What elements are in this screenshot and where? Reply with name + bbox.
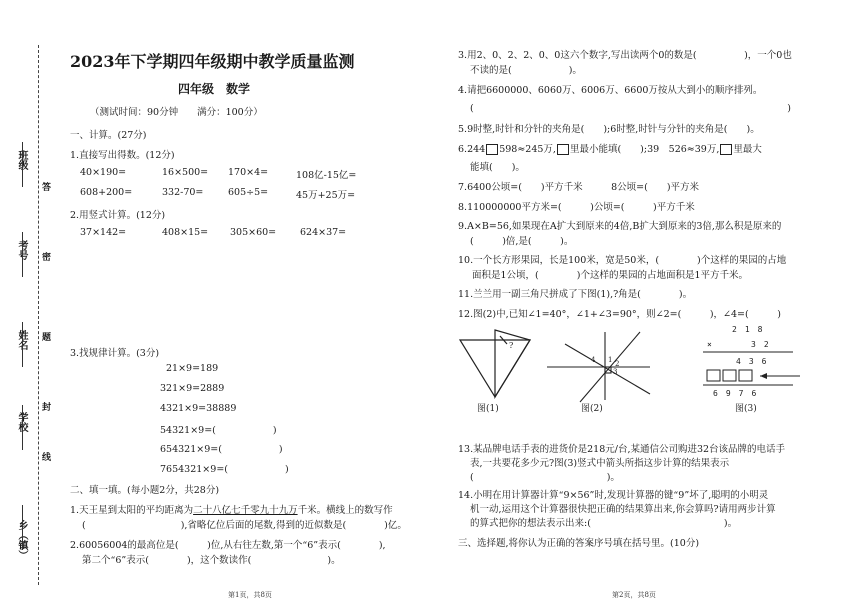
section-2-heading: 二、填一填。(每小题2分，共28分) <box>70 485 220 496</box>
fill-q14-line1: 14.小明在用计算器计算“9×56”时,发现计算器的键“9”坏了,聪明的小明灵 <box>458 490 769 501</box>
fill-q4-line1: 4.请把6600000、6060万、6006万、6600万按从大到小的顺序排列。 <box>458 85 763 96</box>
fill-q5: 5.9时整,时针和分针的夹角是( );6时整,时针与分针的夹角是( )。 <box>458 124 760 135</box>
figure-2-intersecting-lines <box>547 332 650 402</box>
fill-q7: 7.6400公顷=( )平方千米 8公顷=( )平方米 <box>458 182 700 193</box>
fill-q2-line2: 第二个“6”表示( )，这个数读作( )。 <box>82 555 341 566</box>
fill-q13-line3: ( )。 <box>470 472 620 483</box>
figure-2-angle-2: 2 <box>615 360 620 368</box>
fill-q6-line2: 能填( )。 <box>470 162 525 173</box>
school-label: 学校 <box>16 412 27 432</box>
exam-number-label: 考号 <box>16 240 27 260</box>
svg-text:4 3 6: 4 3 6 <box>736 357 767 366</box>
fill-q13-line2: 表,一共要花多少元?图(3)竖式中箭头所指这步计算的结果表示 <box>470 458 730 469</box>
fill-q11: 11.兰兰用一副三角尺拼成了下图(1),?角是( )。 <box>458 289 693 300</box>
fill-q2-line1: 2.60056004的最高位是( )位,从右往左数,第一个“6”表示( ), <box>70 540 386 551</box>
q3-line: 321×9=2889 <box>160 383 225 394</box>
blank-square-icon <box>720 144 732 155</box>
figure-2-angle-1: 1 <box>608 356 613 364</box>
q1-title: 1.直接写出得数。(12分) <box>70 150 175 161</box>
exam-number-write-line[interactable] <box>22 232 23 277</box>
fill-q13-line1: 13.某品牌电话手表的进货价是218元/台,某通信公司购进32台该品牌的电话手 <box>458 444 786 455</box>
fill-q3-line1: 3.用2、0、2、2、0、0这六个数字,写出读两个0的数是( )，一个0也 <box>458 50 792 61</box>
blank-square-icon <box>557 144 569 155</box>
seal-char-2: 密 <box>42 253 52 263</box>
q1-item: 332-70= <box>162 187 204 198</box>
figure-2-label: 图(2) <box>581 404 603 414</box>
figure-1-angle-mark: ? <box>509 341 514 350</box>
q1-item: 170×4= <box>228 167 269 178</box>
fill-q10-line2: 面积是1公顷，( )个这样的果园的占地面积是1平方千米。 <box>472 270 749 281</box>
q2-item: 305×60= <box>230 227 277 238</box>
q2-item: 37×142= <box>80 227 127 238</box>
q2-title: 2.用竖式计算。(12分) <box>70 210 166 221</box>
fill-q12: 12.图(2)中,已知∠1=40°，∠1+∠3=90°，则∠2=( )，∠4=( ) <box>458 309 781 320</box>
q1-item: 605÷5= <box>228 187 269 198</box>
q3-line: 21×9=189 <box>166 363 219 374</box>
fill-q14-line3: 的算式把你的想法表示出来:( )。 <box>470 518 738 529</box>
figures-panel <box>455 322 805 414</box>
fill-q8: 8.110000000平方米=( )公顷=( )平方千米 <box>458 202 695 213</box>
q3-line: 54321×9=( ) <box>160 425 277 436</box>
name-label: 姓名 <box>16 330 27 350</box>
q3-line: 7654321×9=( ) <box>160 464 289 475</box>
figure-2-angle-4: 4 <box>591 356 596 364</box>
fill-q6-line1: 6.244 598≈245万, 里最小能填( );39 526≈39万, 里最大 <box>458 144 762 155</box>
figure-3-vertical-multiplication <box>703 325 800 398</box>
q1-item: 108亿-15亿= <box>296 170 357 181</box>
q1-item: 45万+25万= <box>296 190 356 201</box>
figure-1-set-squares <box>460 330 530 397</box>
q2-item: 624×37= <box>300 227 347 238</box>
fill-q1-line1: 1.天王星到太阳的平均距离为二十八亿七千零九十九万千米。横线上的数写作 <box>70 505 393 516</box>
school-write-line[interactable] <box>22 405 23 450</box>
fill-q3-line2: 不读的是( )。 <box>470 65 582 76</box>
figure-2-angle-3: 3 <box>613 368 618 376</box>
binding-dashed-line <box>38 45 39 585</box>
q3-line: 4321×9=38889 <box>160 403 237 414</box>
svg-text:3 2: 3 2 <box>751 340 769 349</box>
q1-item: 608+200= <box>80 187 133 198</box>
page-footer-left: 第1页，共8页 <box>228 591 272 599</box>
section-1-heading: 一、计算。(27分) <box>70 130 147 141</box>
q2-item: 408×15= <box>162 227 209 238</box>
blank-square-icon <box>486 144 498 155</box>
page-footer-right: 第2页，共8页 <box>612 591 656 599</box>
township-label: 乡（镇） <box>16 520 27 560</box>
fill-q9-line2: ( )倍,是( )。 <box>470 236 574 247</box>
township-write-line[interactable] <box>22 505 23 550</box>
fill-q10-line1: 10.一个长方形果园，长是100米，宽是50米，( )个这样的果园的占地 <box>458 255 787 266</box>
seal-char-4: 封 <box>42 403 52 413</box>
svg-text:6 9 7 6: 6 9 7 6 <box>713 389 757 398</box>
q3-line: 654321×9=( ) <box>160 444 283 455</box>
class-write-line[interactable] <box>22 142 23 187</box>
q1-item: 16×500= <box>162 167 209 178</box>
exam-subtitle: 四年级 数学 <box>178 82 251 96</box>
q3-title: 3.找规律计算。(3分) <box>70 348 160 359</box>
svg-text:2 1 8: 2 1 8 <box>732 325 763 334</box>
seal-char-5: 线 <box>42 453 52 463</box>
figure-1-label: 图(1) <box>477 404 499 414</box>
seal-char-3: 题 <box>42 333 52 343</box>
seal-char-1: 答 <box>42 183 52 193</box>
fill-q9-line1: 9.A×B=56,如果现在A扩大到原来的4倍,B扩大到原来的3倍,那么积是原来的 <box>458 221 782 232</box>
class-label: 班级 <box>16 150 27 170</box>
fill-q4-line2: ( ) <box>470 103 791 114</box>
exam-title: 2023年下学期四年级期中教学质量监测 <box>70 52 355 71</box>
name-write-line[interactable] <box>22 322 23 367</box>
svg-text:×: × <box>707 340 712 349</box>
q1-item: 40×190= <box>80 167 127 178</box>
exam-info: （测试时间：90分钟 满分：100分） <box>90 107 263 118</box>
figure-3-label: 图(3) <box>735 404 757 414</box>
fill-q1-line2: ( ),省略亿位后面的尾数,得到的近似数是( )亿。 <box>82 520 407 531</box>
section-3-heading: 三、选择题,将你认为正确的答案序号填在括号里。(10分) <box>458 538 700 549</box>
fill-q14-line2: 机一动,运用这个计算器很快把正确的结果算出来,你会算吗?请用两步计算 <box>470 504 776 515</box>
